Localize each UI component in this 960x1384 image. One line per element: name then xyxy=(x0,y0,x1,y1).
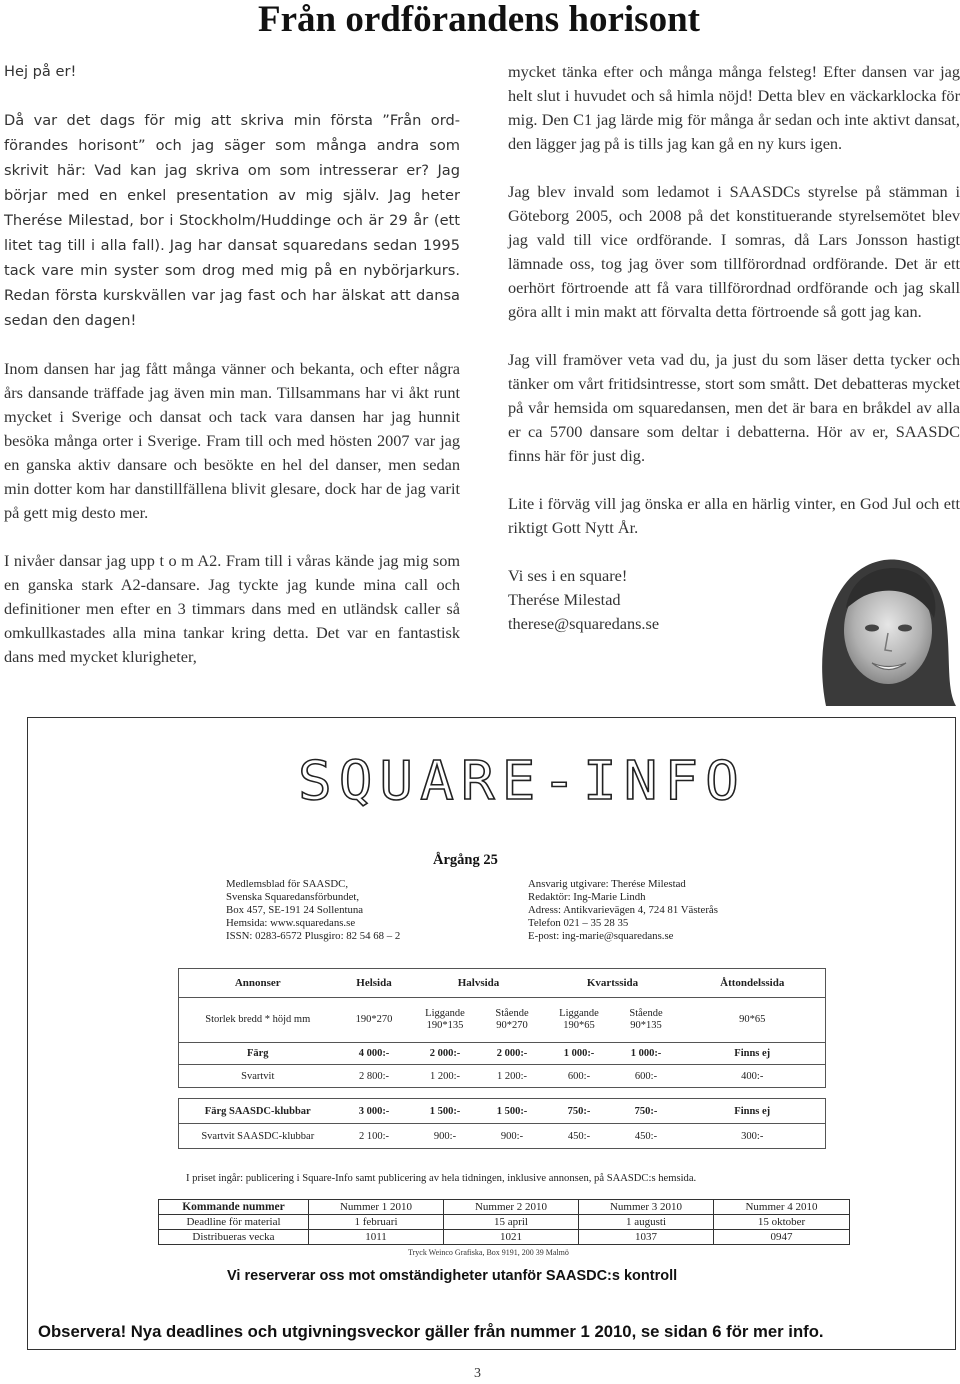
info-line: Svenska Squaredansförbundet, xyxy=(226,891,360,903)
price-note: I priset ingår: publicering i Square-Info samt publicering av hela tidningen, inklusive annonsen, på SAASDC:s hemsida. xyxy=(186,1173,697,1184)
page-number: 3 xyxy=(474,1366,481,1381)
intro-name-text: Jag heter Therése Milestad, bor i Stockholm/Huddinge och är 29 år (ett litet tag till i alla fall). xyxy=(4,187,461,254)
table-cell: 1 000:- xyxy=(546,1043,613,1065)
table-row xyxy=(159,1230,850,1245)
table-cell: 190*270 xyxy=(337,998,412,1043)
intro-paragraph xyxy=(4,108,460,333)
signature-email[interactable]: therese@squaredans.se xyxy=(508,614,660,633)
table-cell: Svartvit xyxy=(241,1070,275,1082)
info-line: Ansvarig utgivare: Therése Milestad xyxy=(528,878,686,890)
size-value: 90*135 xyxy=(630,1020,662,1031)
signoff-line: Vi ses i en square! xyxy=(508,566,628,585)
intro-sans-text: Då var det dags för mig att skriva min första ”Från ordförandes horisont” och jag säger som många andra som skrivit här: Vad kan jag skriva om som intresserar er? Jag börjar med en enkel presentation av mig själv. xyxy=(4,112,460,204)
table-cell: 2 800:- xyxy=(358,1070,390,1082)
table-cell: Storlek bredd * höjd mm xyxy=(179,998,337,1043)
website-line[interactable]: Hemsida: www.squaredans.se xyxy=(226,917,356,929)
table-cell: Finns ej xyxy=(680,1043,826,1065)
table-row xyxy=(179,1065,826,1088)
intro-rest-text: Jag har dansat squaredans sedan 1995 tack vare min syster som drog med mig på en nybörjarkurs. Redan första kurskvällen var jag fast och har älskat att dansa sedan den dagen! xyxy=(4,237,460,329)
table-header: Nummer 1 2010 xyxy=(309,1200,444,1215)
table-cell: 1 200:- xyxy=(496,1070,528,1082)
table-cell xyxy=(613,998,680,1043)
table-cell: 1 augusti xyxy=(579,1215,714,1230)
table-cell: 1 200:- xyxy=(429,1070,461,1082)
info-line: Redaktör: Ing-Marie Lindh xyxy=(528,891,646,903)
table-cell: Färg xyxy=(179,1043,337,1065)
greeting: Hej på er! xyxy=(4,63,77,80)
size-value: 190*65 xyxy=(563,1020,595,1031)
club-price-table xyxy=(178,1098,826,1149)
left-column xyxy=(4,60,460,669)
info-line: ISSN: 0283-6572 Plusgiro: 82 54 68 – 2 xyxy=(226,930,401,942)
table-cell: 1021 xyxy=(444,1230,579,1245)
info-line: Box 457, SE-191 24 Sollentuna xyxy=(226,904,364,916)
table-header: Åttondelssida xyxy=(680,969,826,998)
table-cell: 3 000:- xyxy=(337,1099,412,1124)
table-cell: 1011 xyxy=(309,1230,444,1245)
reservation-notice: Vi reserverar oss mot omständigheter utanför SAASDC:s kontroll xyxy=(227,1268,678,1284)
greetings-paragraph: Lite i förväg vill jag önska er alla en härlig vinter, en God Jul och ett riktigt Gott Nytt År. xyxy=(508,494,960,537)
observera-notice: Observera! Nya deadlines och utgivningsveckor gäller från nummer 1 2010, se sidan 6 för mer info. xyxy=(38,1322,824,1341)
table-header: Helsida xyxy=(337,969,412,998)
table-cell: 600:- xyxy=(567,1070,591,1082)
table-cell: Finns ej xyxy=(680,1099,826,1124)
table-row xyxy=(179,1099,826,1124)
table-cell: 2 000:- xyxy=(479,1043,546,1065)
info-line: Adress: Antikvarievägen 4, 724 81 Västerås xyxy=(528,904,718,916)
table-cell: 400:- xyxy=(741,1070,764,1082)
table-cell: 15 april xyxy=(444,1215,579,1230)
table-cell: Distribueras vecka xyxy=(159,1230,309,1245)
table-row xyxy=(179,1124,826,1149)
ad-price-table xyxy=(178,968,826,1088)
table-cell xyxy=(412,998,479,1043)
table-cell: 0947 xyxy=(714,1230,850,1245)
table-cell: 4 000:- xyxy=(337,1043,412,1065)
table-cell: Deadline för material xyxy=(159,1215,309,1230)
table-cell: 450:- xyxy=(567,1130,591,1142)
table-cell xyxy=(546,998,613,1043)
table-cell: 900:- xyxy=(433,1130,457,1142)
table-row xyxy=(179,1043,826,1065)
board-paragraph: Jag blev invald som ledamot i SAASDCs styrelse på stämman i Göteborg 2005, och 2008 på det konstituerande styrelsemötet blev jag vald till vice ordförande. I somras, då Lars Jonsson hastigt lämnade oss, tog jag över som tillförordnad ordförande. Det är ett oerhört förtroende att få vara tillförordnad ordförande och jag skall göra allt i min makt att förvalta detta förtroende så gott jag kan. xyxy=(508,182,960,321)
info-line: Medlemsblad för SAASDC, xyxy=(226,878,349,890)
editor-info xyxy=(528,878,718,943)
table-cell: 900:- xyxy=(500,1130,524,1142)
argang-label: Årgång 25 xyxy=(433,852,498,868)
table-cell: 2 100:- xyxy=(358,1130,390,1142)
table-header: Annonser xyxy=(179,969,337,998)
levels-paragraph: I nivåer dansar jag upp t o m A2. Fram till i våras kände jag mig som en ganska stark A2-dansare. Jag tyckte jag kunde mina call och definitioner men efter en 3 timmars dans med en utländsk caller så omkullkastades alla mina tankar kring detta. Det var en fantastisk dans med mycket klurigheter, xyxy=(4,551,460,666)
table-header: Nummer 2 2010 xyxy=(444,1200,579,1215)
printer-line: Tryck Weinco Grafiska, Box 9191, 200 39 Malmö xyxy=(408,1248,569,1257)
table-header-row xyxy=(179,969,826,998)
table-row xyxy=(179,998,826,1043)
table-header: Nummer 3 2010 xyxy=(579,1200,714,1215)
table-header: Kommande nummer xyxy=(159,1200,309,1215)
table-cell: 1 500:- xyxy=(412,1099,479,1124)
table-header: Kvartssida xyxy=(546,969,680,998)
table-cell: 90*65 xyxy=(680,998,826,1043)
table-header-row xyxy=(159,1200,850,1215)
table-cell: 750:- xyxy=(546,1099,613,1124)
table-cell: Svartvit SAASDC-klubbar xyxy=(201,1130,315,1142)
page-title: Från ordförandens horisont xyxy=(258,0,700,40)
table-cell: 300:- xyxy=(741,1130,764,1142)
table-cell: 15 oktober xyxy=(714,1215,850,1230)
size-value: 90*270 xyxy=(496,1020,528,1031)
wakeup-paragraph: mycket tänka efter och många många felsteg! Efter dansen var jag helt slut i huvudet och så himla nöjd! Detta blev en väckarklocka för mig. Den C1 jag lärde mig för många år sedan och inte aktivt dansat, den lägger jag på is tills jag kan gå en ny kurs igen. xyxy=(508,62,960,153)
table-cell: 1 500:- xyxy=(479,1099,546,1124)
signature-name: Therése Milestad xyxy=(508,590,621,609)
orientation-label: Stående xyxy=(629,1008,663,1019)
table-row xyxy=(159,1215,850,1230)
table-cell: 1 februari xyxy=(309,1215,444,1230)
feedback-paragraph: Jag vill framöver veta vad du, ja just du som läser detta tycker och tänker om vårt fritidsintresse, stort som smått. Det debatteras mycket på vår hemsida om squaredansen, men det är bara en bråkdel av alla er ca 5700 dansare som deltar i debatterna. Hör av er, SAASDC finns här för just dig. xyxy=(508,350,960,465)
orientation-label: Liggande xyxy=(425,1008,465,1019)
table-header: Nummer 4 2010 xyxy=(714,1200,850,1215)
email-line[interactable]: E-post: ing-marie@squaredans.se xyxy=(528,930,674,942)
author-portrait xyxy=(806,548,956,706)
table-cell xyxy=(479,998,546,1043)
friends-paragraph: Inom dansen har jag fått många vänner och bekanta, och efter några års dansande träffade jag även min man. Tillsammans har vi åkt runt mycket i Sverige och dansat och tack vara dansen har jag hunnit besöka många orter i Sverige. Fram till och med hösten 2007 var jag en ganska aktiv dansare och besökte en hel del danser, men sedan min dotter kom har danstillfällena blivit glesare, dock har de jag varit på gett mig desto mer. xyxy=(4,359,460,522)
table-cell: Färg SAASDC-klubbar xyxy=(179,1099,337,1124)
table-header: Halvsida xyxy=(412,969,546,998)
table-cell: 750:- xyxy=(613,1099,680,1124)
issue-schedule-table xyxy=(158,1199,850,1245)
orientation-label: Stående xyxy=(495,1008,529,1019)
table-cell: 450:- xyxy=(634,1130,658,1142)
info-line: Telefon 021 – 35 28 35 xyxy=(528,917,629,929)
orientation-label: Liggande xyxy=(559,1008,599,1019)
publisher-info xyxy=(226,878,400,943)
size-value: 190*135 xyxy=(426,1020,464,1031)
table-cell: 2 000:- xyxy=(412,1043,479,1065)
square-info-logo: SQUARE-INFO xyxy=(298,750,746,813)
table-cell: 600:- xyxy=(634,1070,658,1082)
table-cell: 1037 xyxy=(579,1230,714,1245)
table-cell: 1 000:- xyxy=(613,1043,680,1065)
